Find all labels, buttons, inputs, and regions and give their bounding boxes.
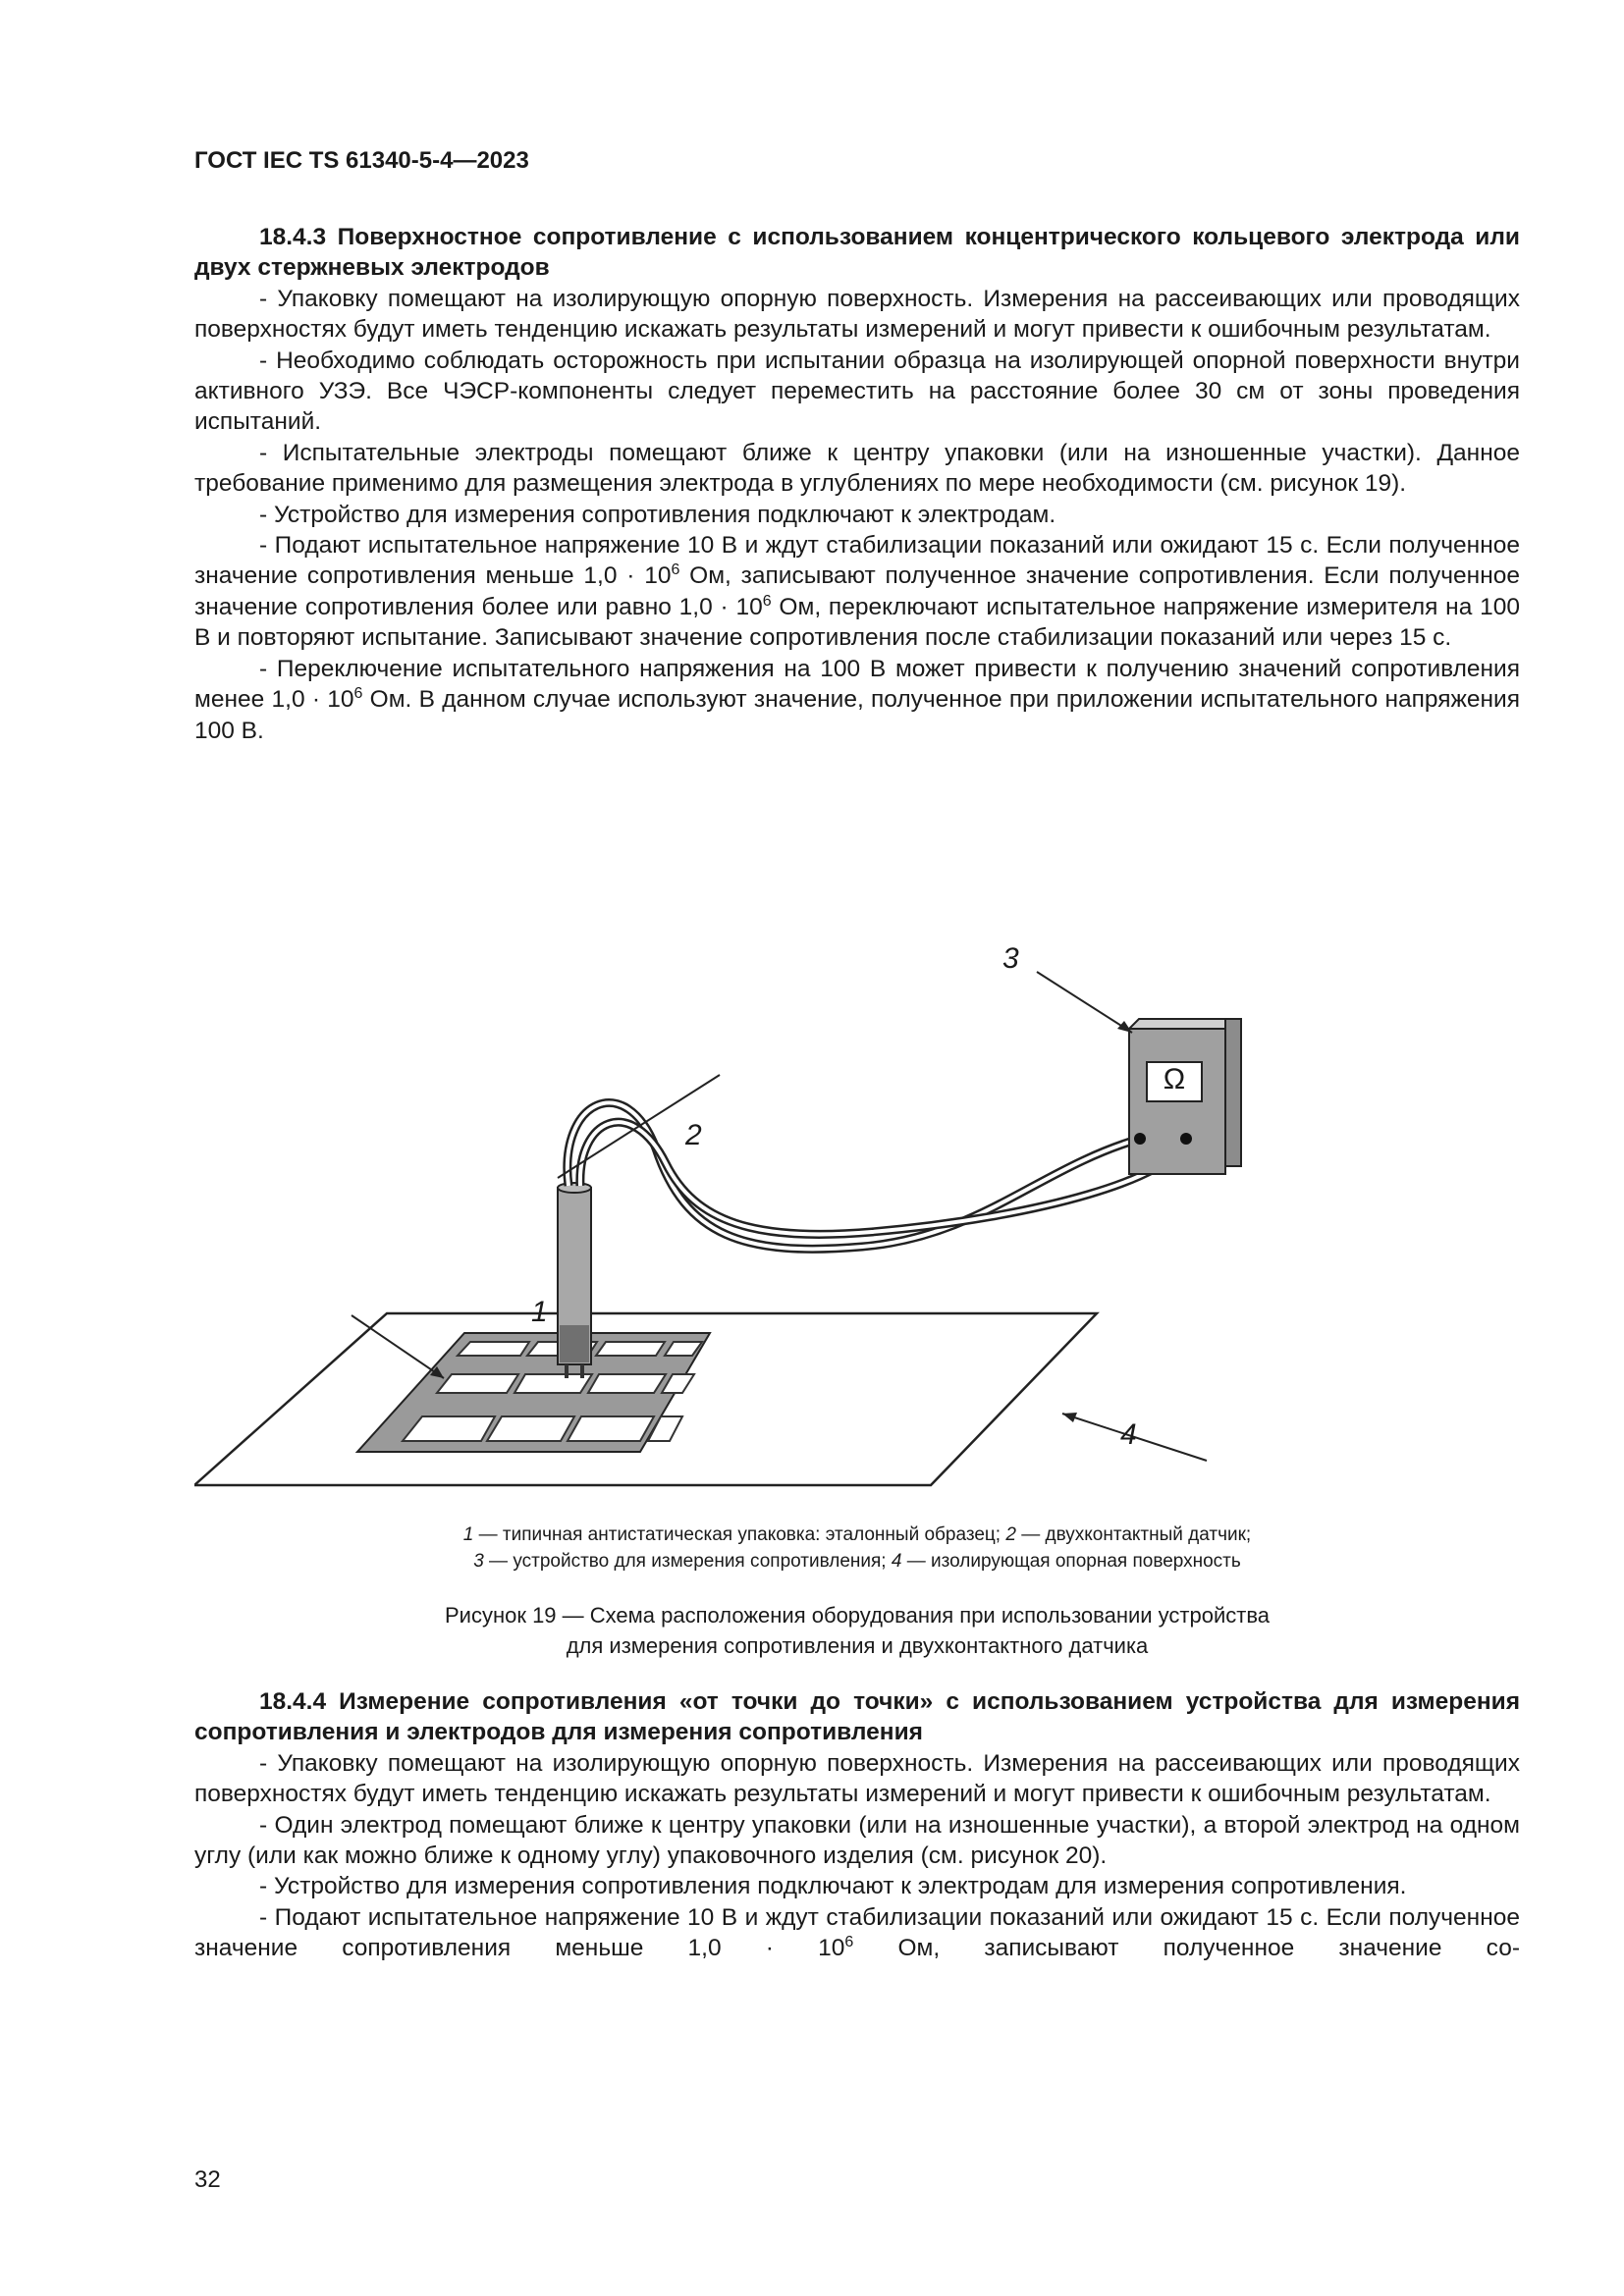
text-run: Ом, переключают испытательное напряжение измерителя на 100 В и повторяют испытание. Записывают значение сопротивления после стабилизации показаний или через 15 с. bbox=[194, 593, 1520, 652]
meter-terminal bbox=[1180, 1133, 1192, 1145]
exponent: 6 bbox=[762, 592, 772, 610]
equipment-diagram bbox=[194, 923, 1520, 1512]
section-18-4-3 bbox=[194, 222, 1520, 746]
pocket bbox=[437, 1374, 518, 1393]
cable bbox=[568, 1102, 1140, 1249]
paragraph: - Устройство для измерения сопротивления подключают к электродам. bbox=[259, 501, 1056, 528]
caption-line: для измерения сопротивления и двухконтактного датчика bbox=[566, 1633, 1149, 1658]
paragraph: - Один электрод помещают ближе к центру упаковки (или на изношенные участки), а второй электрод на одном углу (или как можно ближе к одному углу) упаковочного изделия (см. рисунок 20). bbox=[194, 1811, 1520, 1870]
text-run: - Подают испытательное напряжение 10 В и ждут стабилизации показаний или ожидают 15 с. Если полученное значение сопротивления меньше 1,0 · 10 bbox=[194, 1903, 1520, 1962]
section-heading: 18.4.3 Поверхностное сопротивление с использованием концентрического кольцевого электрода или двух стержневых электродов bbox=[194, 224, 1520, 282]
legend-num: 3 bbox=[473, 1551, 484, 1572]
callout-3: 3 bbox=[1002, 942, 1019, 975]
paragraph bbox=[194, 530, 1520, 654]
probe-top bbox=[558, 1183, 591, 1193]
callout-1: 1 bbox=[531, 1296, 548, 1328]
figure-19 bbox=[194, 923, 1520, 1658]
callout-2: 2 bbox=[685, 1119, 702, 1151]
probe-body-shade bbox=[560, 1325, 589, 1362]
pocket bbox=[568, 1416, 654, 1441]
legend-num: 2 bbox=[1005, 1524, 1016, 1545]
exponent: 6 bbox=[353, 684, 363, 702]
paragraph: - Упаковку помещают на изолирующую опорную поверхность. Измерения на рассеивающих или проводящих поверхностях будут иметь тенденцию искажать результаты измерений и могут привести к ошибочным результатам. bbox=[194, 285, 1520, 344]
figure-caption bbox=[194, 1600, 1520, 1661]
figure-legend bbox=[194, 1522, 1520, 1575]
meter-top bbox=[1129, 1019, 1235, 1029]
legend-text: — типичная антистатическая упаковка: эталонный образец; bbox=[473, 1524, 1006, 1545]
legend-line-2 bbox=[194, 1548, 1520, 1575]
pocket bbox=[588, 1374, 666, 1393]
legend-text: — двухконтактный датчик; bbox=[1015, 1524, 1252, 1545]
text-run: Ом, записывают полученное значение со- bbox=[853, 1935, 1520, 1962]
paragraph bbox=[194, 1902, 1520, 1964]
pocket bbox=[458, 1342, 529, 1356]
leader-line bbox=[1037, 972, 1132, 1033]
page-number: 32 bbox=[194, 2166, 221, 2193]
text-run: Ом, записывают полученное значение сопротивления. Если полученное значение сопротивления более или равно 1,0 · 10 bbox=[194, 562, 1520, 620]
cable bbox=[580, 1122, 1186, 1234]
ohm-symbol: Ω bbox=[1163, 1063, 1186, 1095]
pocket bbox=[596, 1342, 665, 1356]
meter-terminal bbox=[1134, 1133, 1146, 1145]
leader-line bbox=[475, 1150, 556, 1198]
document-header: ГОСТ IEC TS 61340-5-4—2023 bbox=[194, 147, 529, 174]
leader-line bbox=[489, 1156, 558, 1193]
paragraph bbox=[194, 654, 1520, 746]
legend-line-1 bbox=[194, 1522, 1520, 1548]
section-heading: 18.4.4 Измерение сопротивления «от точки до точки» с использованием устройства для измерения сопротивления и электродов для измерения сопротивления bbox=[194, 1688, 1520, 1746]
exponent: 6 bbox=[671, 561, 680, 579]
section-18-4-4 bbox=[194, 1686, 1520, 1964]
text-run: Ом. В данном случае используют значение, полученное при приложении испытательного напряжения 100 В. bbox=[194, 686, 1521, 744]
leader-arrow bbox=[1062, 1413, 1077, 1422]
probe-pin bbox=[580, 1364, 584, 1378]
leader-line bbox=[492, 1163, 561, 1190]
exponent: 6 bbox=[844, 1934, 854, 1951]
probe-pin bbox=[565, 1364, 568, 1378]
legend-num: 1 bbox=[462, 1524, 474, 1545]
legend-text: — устройство для измерения сопротивления; bbox=[483, 1551, 892, 1572]
legend-num: 4 bbox=[891, 1551, 902, 1572]
paragraph: - Устройство для измерения сопротивления подключают к электродам для измерения сопротивления. bbox=[259, 1873, 1407, 1900]
text-run: - Подают испытательное напряжение 10 В и ждут стабилизации показаний или ожидают 15 с. Если полученное значение сопротивления меньше 1,0 · 10 bbox=[194, 532, 1520, 590]
paragraph: - Испытательные электроды помещают ближе к центру упаковки (или на изношенные участки). Данное требование применимо для размещения электрода в углублениях по мере необходимости (см. рисунок 19). bbox=[194, 439, 1520, 498]
paragraph: - Необходимо соблюдать осторожность при испытании образца на изолирующей опорной поверхности внутри активного УЗЭ. Все ЧЭСР-компоненты следует переместить на расстояние более 30 см от зоны проведения испытаний. bbox=[194, 347, 1520, 436]
callout-4: 4 bbox=[1120, 1418, 1137, 1451]
caption-line: Рисунок 19 — Схема расположения оборудования при использовании устройства bbox=[444, 1603, 1271, 1628]
text-run: - Переключение испытательного напряжения на 100 В может привести к получению значений сопротивления менее 1,0 · 10 bbox=[194, 655, 1520, 714]
pocket bbox=[487, 1416, 574, 1441]
paragraph: - Упаковку помещают на изолирующую опорную поверхность. Измерения на рассеивающих или проводящих поверхностях будут иметь тенденцию искажать результаты измерений и могут привести к ошибочным результатам. bbox=[194, 1749, 1520, 1808]
meter-side bbox=[1225, 1019, 1241, 1166]
legend-text: — изолирующая опорная поверхность bbox=[901, 1551, 1241, 1572]
